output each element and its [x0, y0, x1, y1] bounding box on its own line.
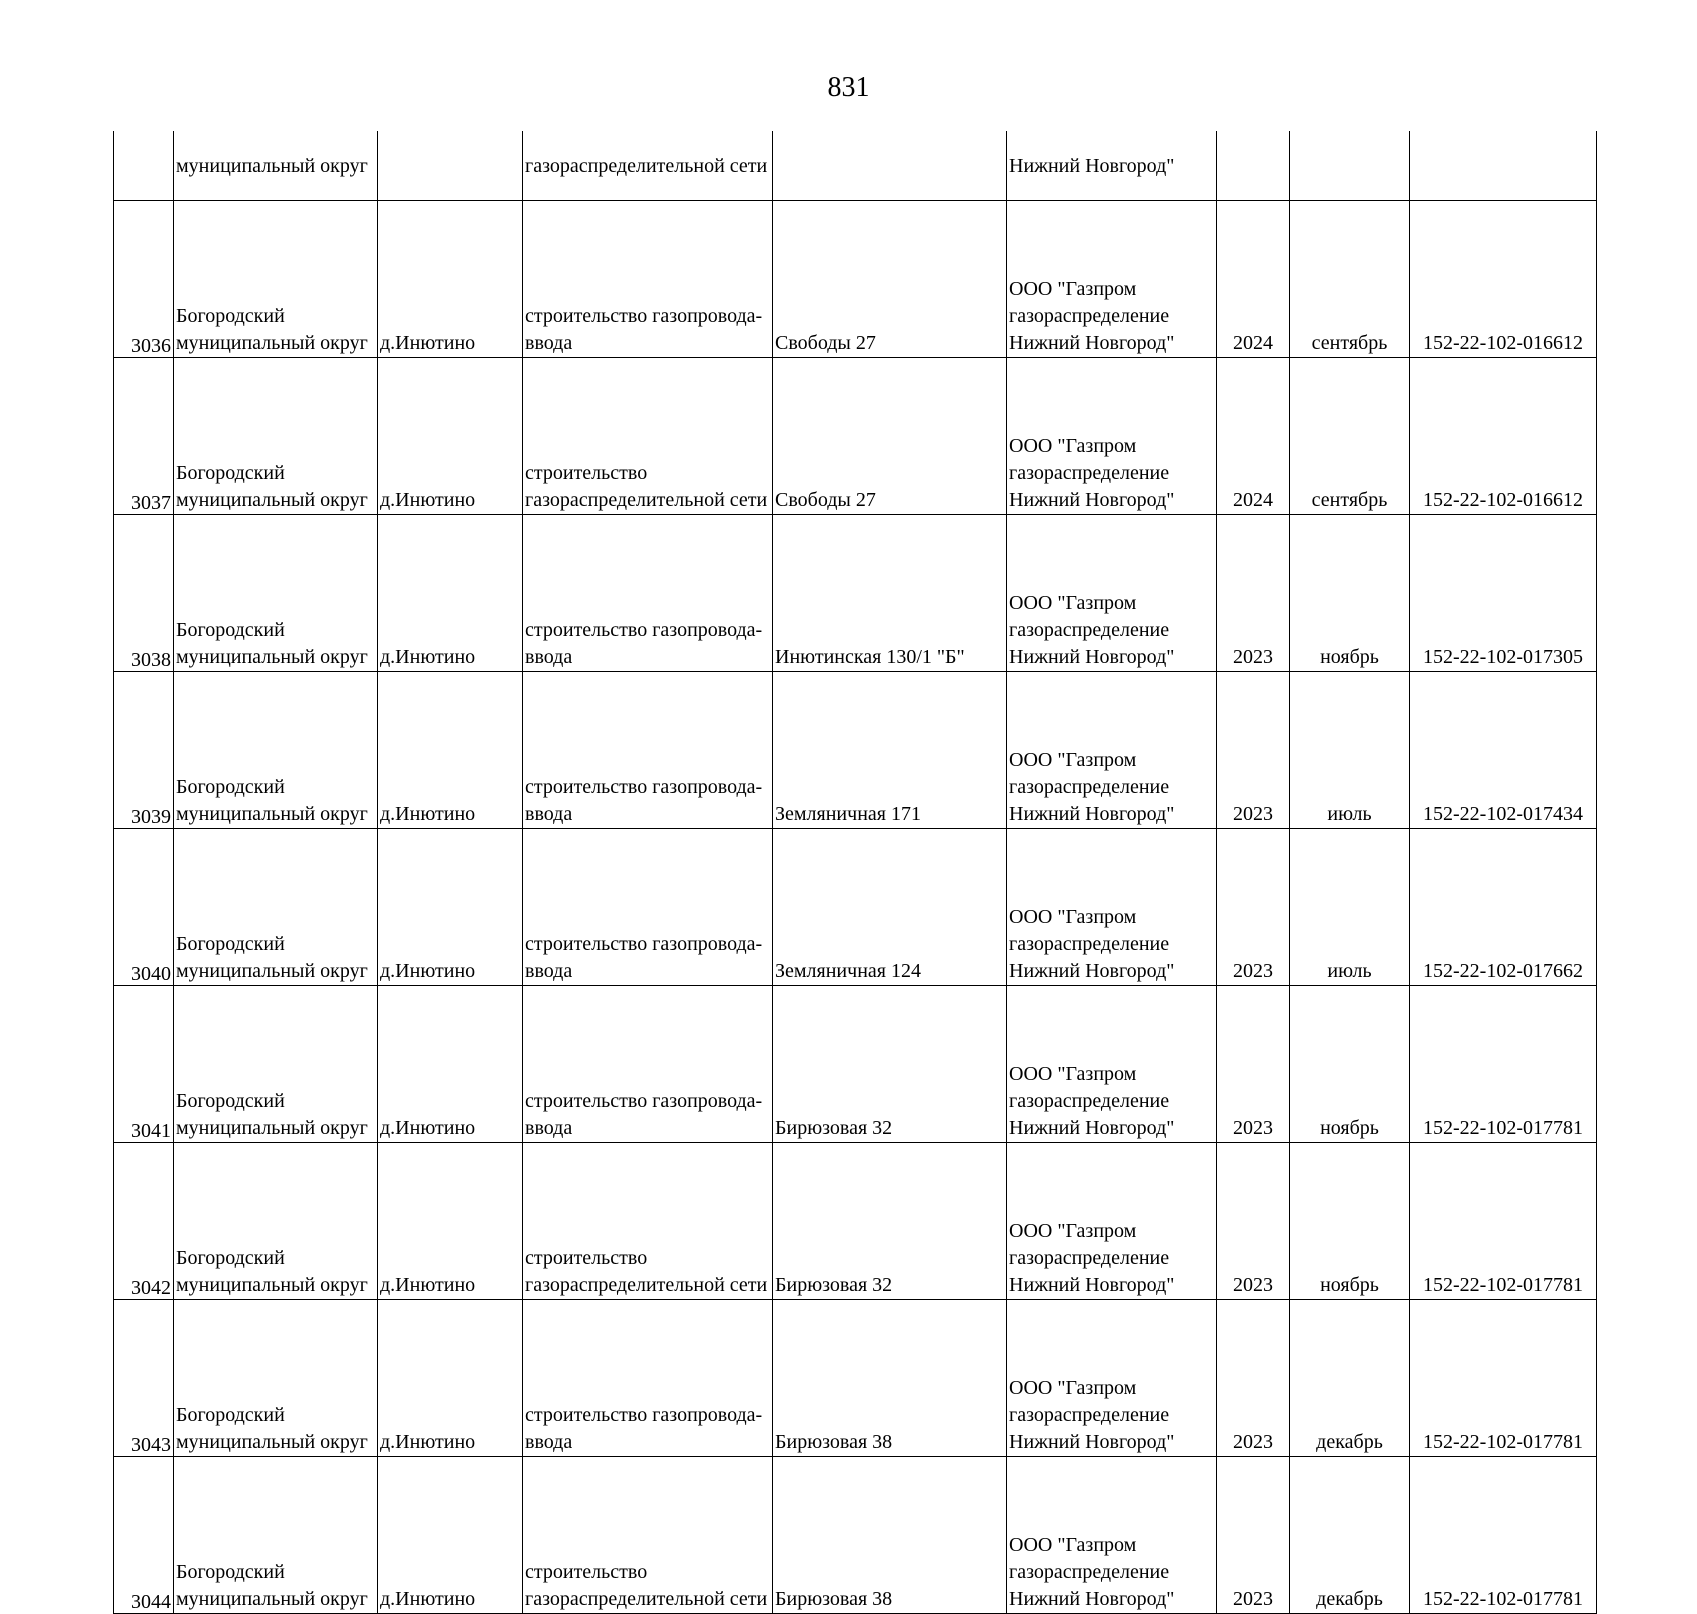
cell-address — [773, 1457, 1007, 1614]
cell-district-text: Богородский муниципальный округ — [176, 1561, 368, 1610]
cell-district — [174, 515, 378, 672]
cell-year — [1217, 672, 1290, 829]
cell-number — [114, 1143, 174, 1300]
cell-code-text: 152-22-102-017781 — [1423, 1117, 1583, 1139]
cell-organization — [1007, 515, 1217, 672]
cell-number — [114, 672, 174, 829]
cell-settlement-text: д.Инютино — [380, 803, 476, 825]
cell-district — [174, 1457, 378, 1614]
cell-code-text: 152-22-102-017305 — [1423, 646, 1583, 668]
cell-month — [1290, 1457, 1410, 1614]
cell-month — [1290, 672, 1410, 829]
cell-code — [1410, 1300, 1597, 1457]
cell-month — [1290, 131, 1410, 201]
cell-code-text: 152-22-102-017781 — [1423, 1588, 1583, 1610]
cell-month-text: ноябрь — [1320, 646, 1379, 668]
cell-month-text: сентябрь — [1311, 489, 1388, 511]
cell-year — [1217, 358, 1290, 515]
cell-year — [1217, 131, 1290, 201]
cell-organization-text: ООО "Газпром газораспределение Нижний Новгород" — [1009, 749, 1175, 825]
cell-code — [1410, 986, 1597, 1143]
cell-address-text: Земляничная 124 — [775, 960, 921, 982]
cell-code — [1410, 1143, 1597, 1300]
cell-code — [1410, 131, 1597, 201]
cell-month-text: декабрь — [1316, 1588, 1383, 1610]
cell-organization-text: ООО "Газпром газораспределение Нижний Новгород" — [1009, 1534, 1175, 1610]
cell-work — [523, 672, 773, 829]
cell-organization — [1007, 358, 1217, 515]
cell-number — [114, 131, 174, 201]
cell-district-text: Богородский муниципальный округ — [176, 933, 368, 982]
cell-year-text: 2023 — [1233, 1274, 1273, 1296]
cell-work-text: строительство газопровода- ввода — [525, 776, 763, 825]
cell-year — [1217, 201, 1290, 358]
cell-address-text: Инютинская 130/1 "Б" — [775, 646, 965, 668]
cell-year-text: 2023 — [1233, 960, 1273, 982]
continuation-row — [114, 131, 1597, 201]
cell-settlement — [378, 515, 523, 672]
cell-organization: Нижний Новгород" — [1007, 131, 1217, 201]
cell-district-text: Богородский муниципальный округ — [176, 305, 368, 354]
cell-code — [1410, 1457, 1597, 1614]
cell-settlement — [378, 1143, 523, 1300]
cell-address — [773, 1300, 1007, 1457]
cell-number-text: 3042 — [131, 1277, 171, 1299]
cell-address-text: Земляничная 171 — [775, 803, 921, 825]
cell-year — [1217, 515, 1290, 672]
cell-district — [174, 1300, 378, 1457]
cell-address-text: Бирюзовая 38 — [775, 1588, 893, 1610]
cell-address-text: Свободы 27 — [775, 332, 876, 354]
cell-year — [1217, 986, 1290, 1143]
cell-address-text: Бирюзовая 32 — [775, 1117, 893, 1139]
cell-month-text: ноябрь — [1320, 1274, 1379, 1296]
cell-year-text: 2023 — [1233, 803, 1273, 825]
cell-district-text: Богородский муниципальный округ — [176, 776, 368, 825]
cell-settlement — [378, 201, 523, 358]
cell-settlement — [378, 131, 523, 201]
cell-address — [773, 829, 1007, 986]
cell-settlement-text: д.Инютино — [380, 646, 476, 668]
cell-work — [523, 358, 773, 515]
cell-organization — [1007, 672, 1217, 829]
cell-number-text: 3037 — [131, 492, 171, 514]
table-row — [114, 1300, 1597, 1457]
table-row — [114, 986, 1597, 1143]
cell-year-text: 2024 — [1233, 332, 1273, 354]
cell-number — [114, 358, 174, 515]
cell-year-text: 2023 — [1233, 1588, 1273, 1610]
cell-work-text: строительство газораспределительной сети — [525, 462, 768, 511]
cell-settlement — [378, 1300, 523, 1457]
cell-month-text: ноябрь — [1320, 1117, 1379, 1139]
cell-number — [114, 1457, 174, 1614]
cell-district — [174, 1143, 378, 1300]
cell-settlement — [378, 358, 523, 515]
cell-code-text: 152-22-102-017781 — [1423, 1431, 1583, 1453]
cell-work — [523, 201, 773, 358]
cell-settlement — [378, 986, 523, 1143]
cell-number — [114, 986, 174, 1143]
cell-address-text: Бирюзовая 32 — [775, 1274, 893, 1296]
cell-district-text: Богородский муниципальный округ — [176, 1090, 368, 1139]
cell-month — [1290, 515, 1410, 672]
cell-work — [523, 1143, 773, 1300]
cell-work-text: строительство газопровода- ввода — [525, 1404, 763, 1453]
cell-work-text: строительство газораспределительной сети — [525, 1247, 768, 1296]
cell-settlement — [378, 829, 523, 986]
gas-works-table — [113, 131, 1597, 1614]
cell-year-text: 2023 — [1233, 646, 1273, 668]
cell-year — [1217, 1457, 1290, 1614]
table-row — [114, 1457, 1597, 1614]
page-number: 831 — [827, 72, 870, 103]
cell-district-text: Богородский муниципальный округ — [176, 1247, 368, 1296]
cell-month-text: сентябрь — [1311, 332, 1388, 354]
cell-settlement — [378, 1457, 523, 1614]
cell-work-text: строительство газопровода- ввода — [525, 619, 763, 668]
cell-month-text: июль — [1327, 960, 1372, 982]
cell-district — [174, 829, 378, 986]
cell-settlement — [378, 672, 523, 829]
cell-settlement-text: д.Инютино — [380, 332, 476, 354]
cell-number-text: 3038 — [131, 649, 171, 671]
cell-work-text: строительство газопровода- ввода — [525, 305, 763, 354]
cell-work — [523, 1457, 773, 1614]
cell-organization — [1007, 1300, 1217, 1457]
cell-district-text: Богородский муниципальный округ — [176, 1404, 368, 1453]
cell-year-text: 2024 — [1233, 489, 1273, 511]
cell-work-text: строительство газопровода- ввода — [525, 933, 763, 982]
cell-organization — [1007, 1143, 1217, 1300]
cell-organization-text: ООО "Газпром газораспределение Нижний Новгород" — [1009, 278, 1175, 354]
cell-settlement-text: д.Инютино — [380, 1431, 476, 1453]
cell-district-text: Богородский муниципальный округ — [176, 619, 368, 668]
table-body — [114, 131, 1597, 1614]
table-row — [114, 515, 1597, 672]
cell-code — [1410, 358, 1597, 515]
cell-organization-text: ООО "Газпром газораспределение Нижний Новгород" — [1009, 592, 1175, 668]
cell-code — [1410, 672, 1597, 829]
cell-year-text: 2023 — [1233, 1117, 1273, 1139]
cell-district — [174, 672, 378, 829]
cell-number-text: 3044 — [131, 1591, 171, 1613]
cell-year — [1217, 829, 1290, 986]
cell-work: газораспределительной сети — [523, 131, 773, 201]
cell-work — [523, 986, 773, 1143]
cell-address — [773, 1143, 1007, 1300]
cell-address — [773, 515, 1007, 672]
cell-number-text: 3036 — [131, 335, 171, 357]
cell-number-text: 3043 — [131, 1434, 171, 1456]
cell-organization — [1007, 201, 1217, 358]
cell-district — [174, 986, 378, 1143]
cell-work — [523, 515, 773, 672]
cell-address — [773, 672, 1007, 829]
cell-address — [773, 201, 1007, 358]
table-row — [114, 201, 1597, 358]
cell-year — [1217, 1300, 1290, 1457]
cell-organization — [1007, 1457, 1217, 1614]
table-row — [114, 1143, 1597, 1300]
cell-month-text: декабрь — [1316, 1431, 1383, 1453]
cell-district — [174, 201, 378, 358]
cell-settlement-text: д.Инютино — [380, 960, 476, 982]
cell-organization-text: ООО "Газпром газораспределение Нижний Новгород" — [1009, 1063, 1175, 1139]
cell-month — [1290, 829, 1410, 986]
cell-work — [523, 829, 773, 986]
cell-number-text: 3040 — [131, 963, 171, 985]
cell-code-text: 152-22-102-016612 — [1423, 489, 1583, 511]
cell-organization-text: ООО "Газпром газораспределение Нижний Новгород" — [1009, 1220, 1175, 1296]
cell-address — [773, 986, 1007, 1143]
cell-address-text: Свободы 27 — [775, 489, 876, 511]
cell-work-text: строительство газораспределительной сети — [525, 1561, 768, 1610]
cell-district-text: Богородский муниципальный округ — [176, 462, 368, 511]
cell-work — [523, 1300, 773, 1457]
cell-organization-text: ООО "Газпром газораспределение Нижний Новгород" — [1009, 435, 1175, 511]
cell-organization-text: ООО "Газпром газораспределение Нижний Новгород" — [1009, 1377, 1175, 1453]
cell-settlement-text: д.Инютино — [380, 1274, 476, 1296]
cell-number — [114, 829, 174, 986]
cell-code-text: 152-22-102-017662 — [1423, 960, 1583, 982]
cell-code — [1410, 201, 1597, 358]
cell-settlement-text: д.Инютино — [380, 489, 476, 511]
cell-number-text: 3039 — [131, 806, 171, 828]
cell-year-text: 2023 — [1233, 1431, 1273, 1453]
cell-address — [773, 131, 1007, 201]
table-row — [114, 672, 1597, 829]
cell-number — [114, 1300, 174, 1457]
cell-number — [114, 515, 174, 672]
cell-organization — [1007, 829, 1217, 986]
table-row — [114, 829, 1597, 986]
cell-code — [1410, 515, 1597, 672]
cell-settlement-text: д.Инютино — [380, 1588, 476, 1610]
cell-district — [174, 358, 378, 515]
cell-month-text: июль — [1327, 803, 1372, 825]
cell-organization — [1007, 986, 1217, 1143]
cell-number-text: 3041 — [131, 1120, 171, 1142]
cell-code-text: 152-22-102-017434 — [1423, 803, 1583, 825]
cell-settlement-text: д.Инютино — [380, 1117, 476, 1139]
table-row — [114, 358, 1597, 515]
cell-address — [773, 358, 1007, 515]
cell-month — [1290, 1143, 1410, 1300]
cell-month — [1290, 201, 1410, 358]
cell-district: муниципальный округ — [174, 131, 378, 201]
cell-year — [1217, 1143, 1290, 1300]
cell-code-text: 152-22-102-017781 — [1423, 1274, 1583, 1296]
cell-code-text: 152-22-102-016612 — [1423, 332, 1583, 354]
cell-month — [1290, 986, 1410, 1143]
cell-work-text: строительство газопровода- ввода — [525, 1090, 763, 1139]
cell-address-text: Бирюзовая 38 — [775, 1431, 893, 1453]
cell-code — [1410, 829, 1597, 986]
cell-month — [1290, 358, 1410, 515]
cell-month — [1290, 1300, 1410, 1457]
cell-organization-text: ООО "Газпром газораспределение Нижний Новгород" — [1009, 906, 1175, 982]
cell-number — [114, 201, 174, 358]
